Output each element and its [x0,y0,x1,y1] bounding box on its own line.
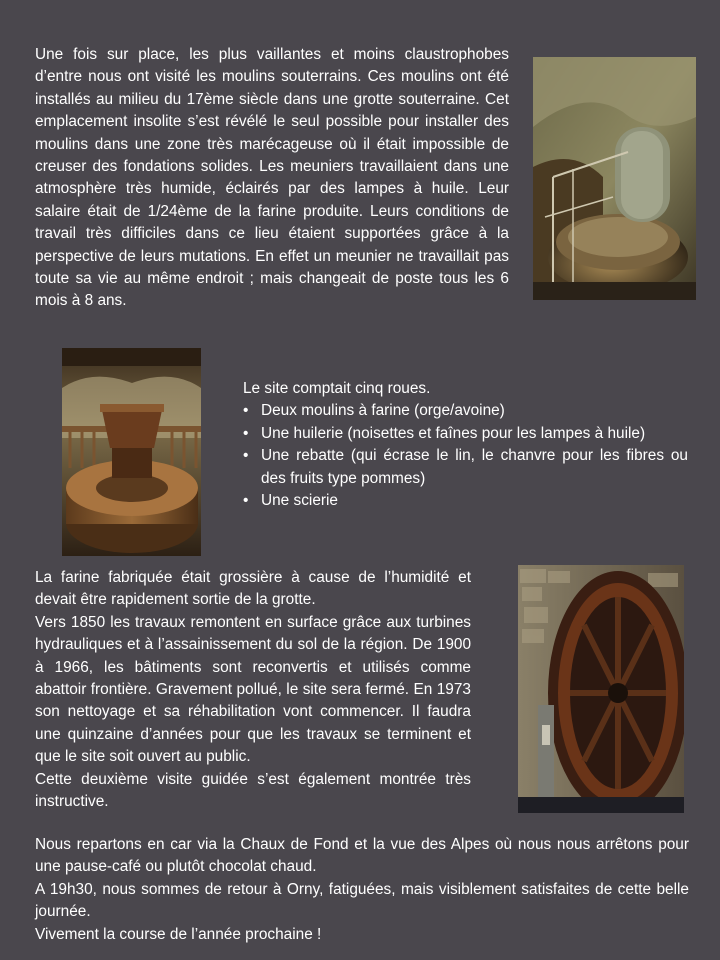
grain-hopper-photo [62,348,201,556]
history-paragraph [35,567,471,813]
list-item: • Une huilerie (noisettes et faînes pour les lampes à huile) [243,423,688,445]
list-item: • Une rebatte (qui écrase le lin, le chanvre pour les fibres ou des fruits type pommes) [243,447,688,487]
bullet-icon: • [243,447,249,465]
history-line: La farine fabriquée était grossière à cause de l’humidité et devait être rapidement sortie de la grotte. [35,569,471,609]
intro-paragraph: Une fois sur place, les plus vaillantes et moins claustrophobes d’entre nous ont visité les moulins souterrains. Ces moulins ont été installés au milieu du 17ème siècle dans une grotte souterraine. Cet emplacement insolite s’est révélé le seul possible pour installer des moulins dans une zone très marécageuse où il était impossible de creuser des fondations solides. Les meuniers travaillaient dans une atmosphère très humide, éclairés par des lampes à huile. Leur salaire était de 1/24ème de la farine produite. Leurs conditions de travail très difficiles dans ce lieu étaient supportées grâce à la perspective de leurs mutations. En effet un meunier ne travaillait pas toute sa vie au même endroit ; mais changeait de poste tous les 6 mois à 8 ans. [35,46,509,310]
list-item: • Deux moulins à farine (orge/avoine) [243,400,688,422]
wheels-section [243,378,688,512]
millstone-photo [533,57,696,300]
conclusion-line: Nous repartons en car via la Chaux de Fond et la vue des Alpes où nous nous arrêtons pour une pause-café ou plutôt chocolat chaud. [35,836,689,876]
history-line: Vers 1850 les travaux remontent en surface grâce aux turbines hydrauliques et à l’assainissement du sol de la région. De 1900 à 1966, les bâtiments sont reconvertis et utilisés comme abattoir frontière. Gravement pollué, le site sera fermé. En 1973 son nettoyage et sa réhabilitation vont commencer. Il faudra une quinzaine d’années pour que les travaux se terminent et que le site soit ouvert au public. [35,613,471,766]
bullet-icon: • [243,492,249,510]
conclusion-paragraph [35,834,689,946]
water-wheel-photo [518,565,684,813]
list-item: • Une scierie [243,490,688,512]
history-line: Cette deuxième visite guidée s’est également montrée très instructive. [35,770,471,811]
wheels-list [243,400,688,512]
bullet-icon: • [243,424,249,442]
bullet-icon: • [243,402,249,420]
wheels-heading: Le site comptait cinq roues. [243,380,431,397]
conclusion-line: A 19h30, nous sommes de retour à Orny, fatiguées, mais visiblement satisfaites de cette belle journée. [35,880,689,921]
conclusion-line: Vivement la course de l’année prochaine ! [35,925,322,943]
